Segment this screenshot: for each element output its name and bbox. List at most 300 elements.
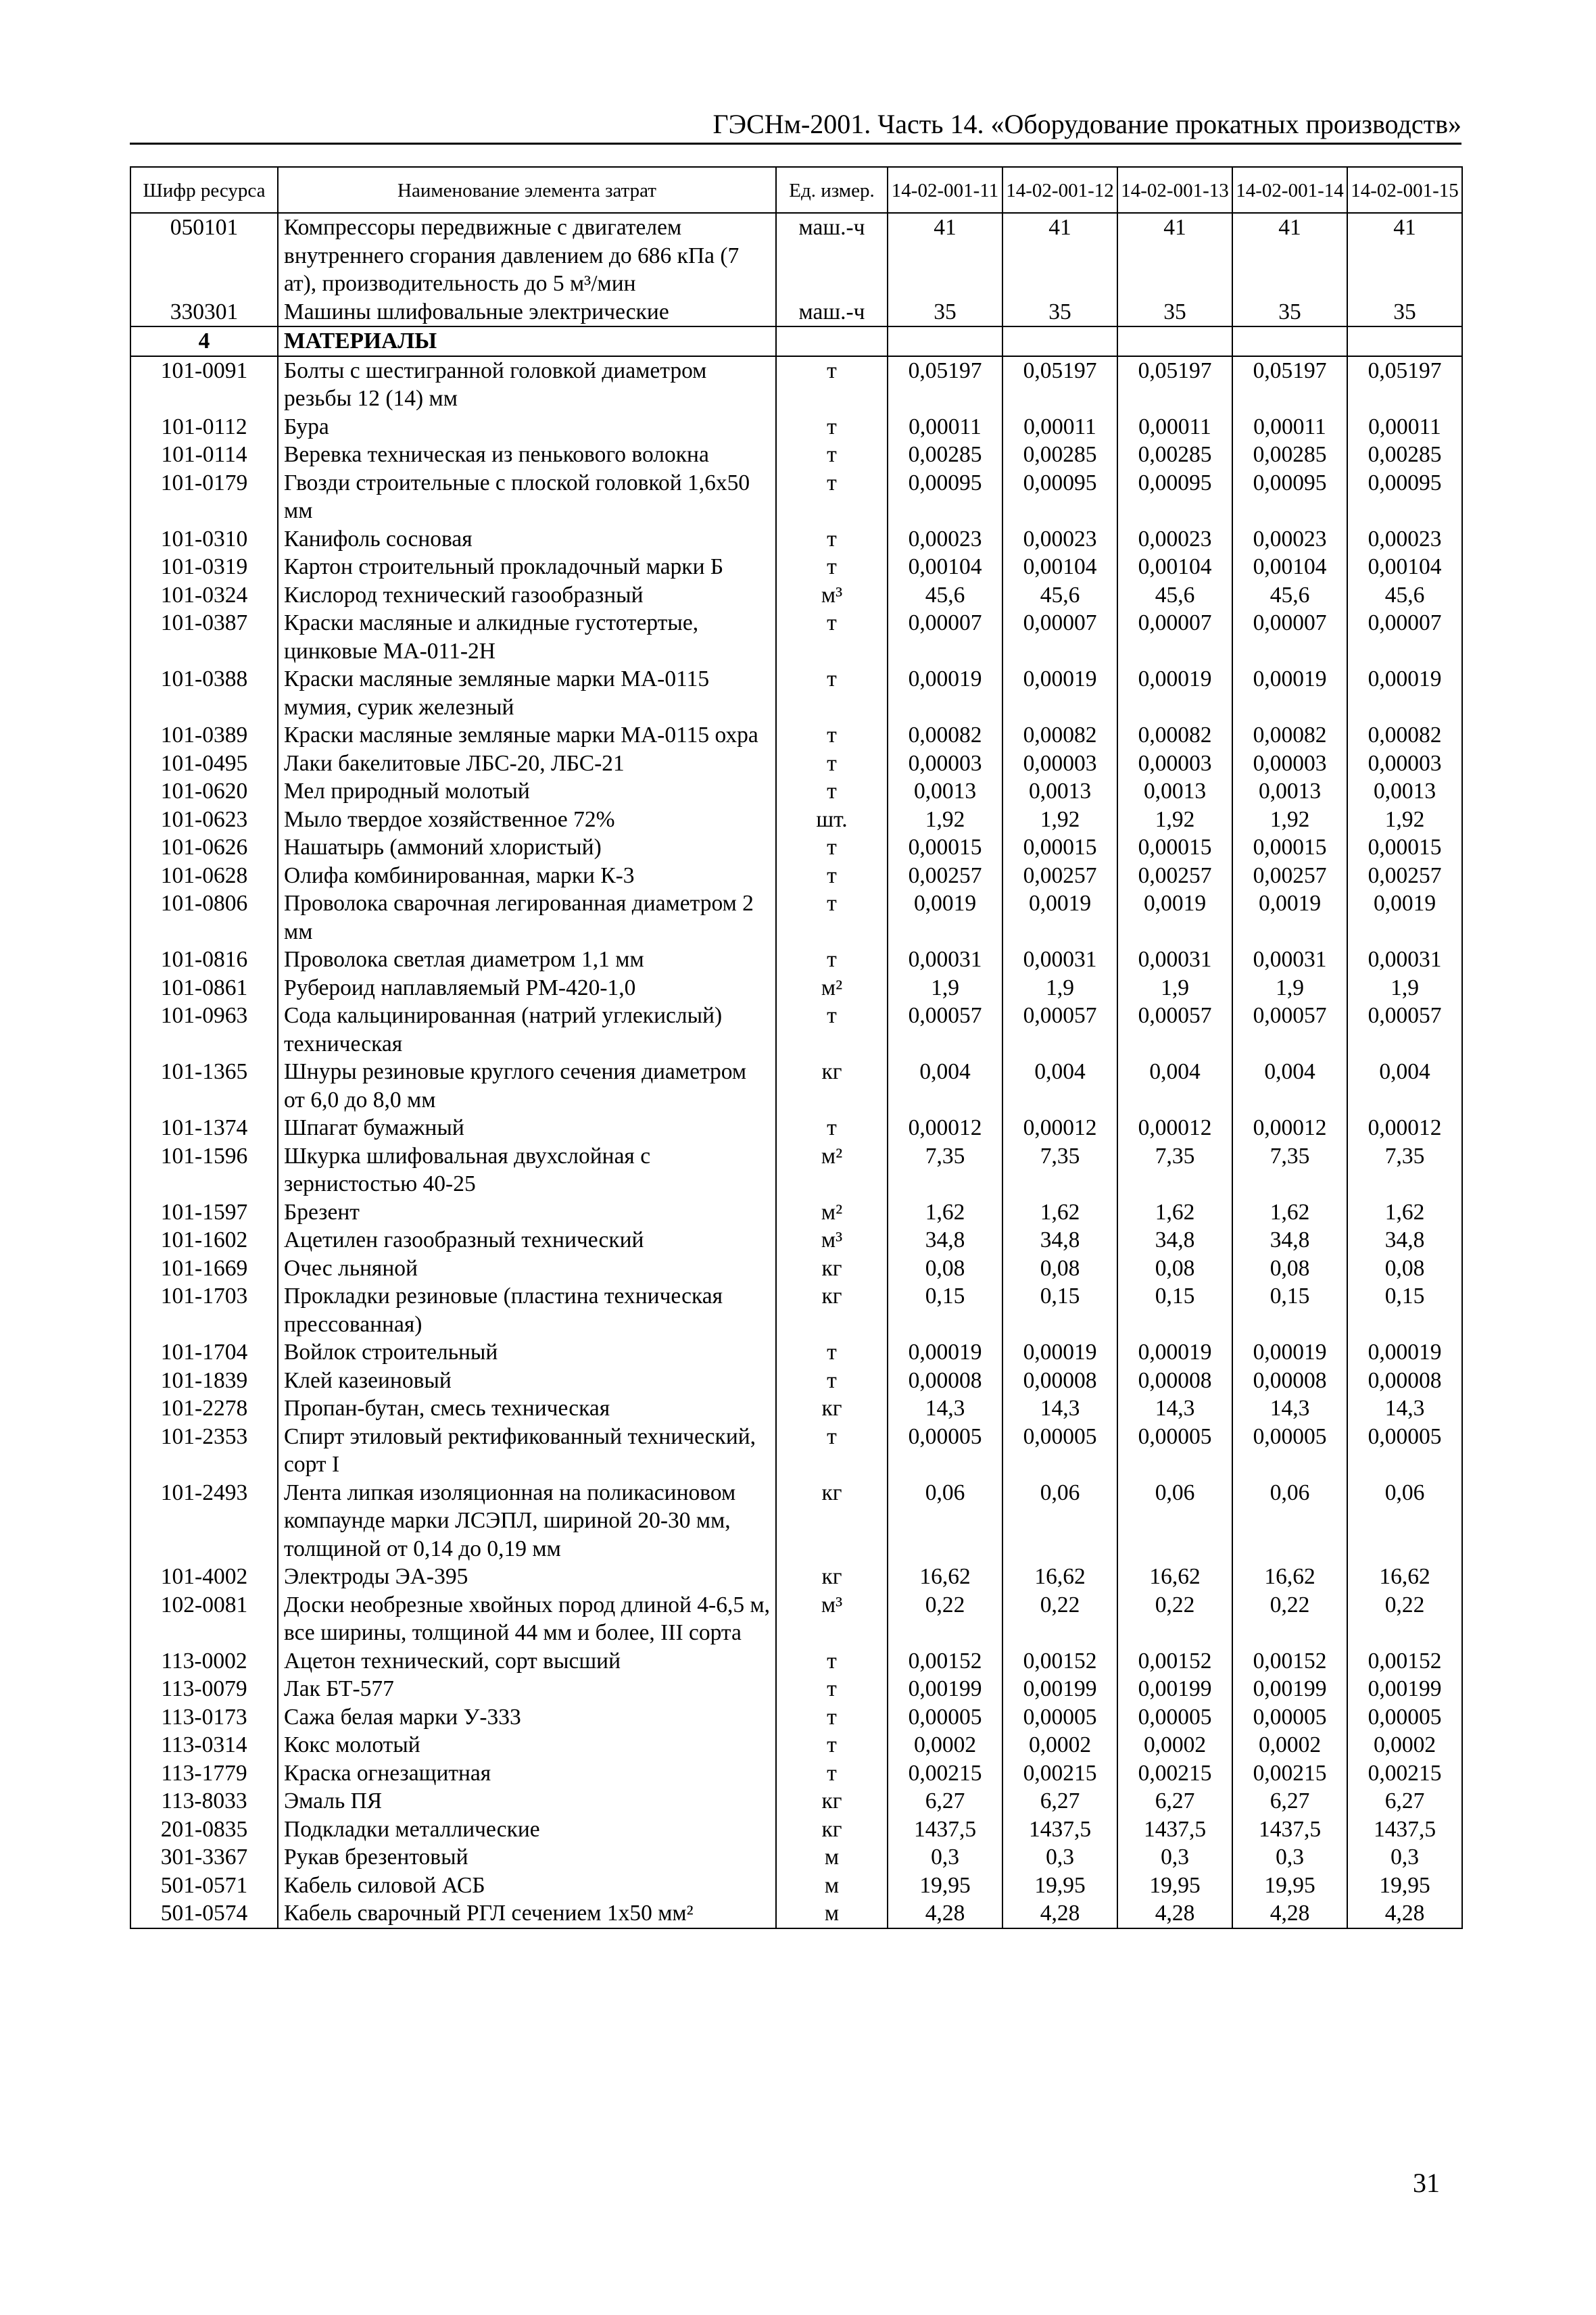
- table-row: [130, 1843, 1462, 1872]
- value-cell: 1,92: [1117, 806, 1232, 834]
- table-row: [130, 553, 1462, 581]
- resource-code: 050101: [130, 213, 278, 298]
- value-cell: 16,62: [1347, 1563, 1462, 1591]
- resource-name: Ацетилен газообразный технический: [278, 1226, 776, 1254]
- value-cell: 0,06: [888, 1479, 1002, 1563]
- resource-code: 113-0002: [130, 1647, 278, 1676]
- value-cell: 0,00199: [1232, 1675, 1347, 1703]
- resource-name: Шнуры резиновые круглого сечения диаметром от 6,0 до 8,0 мм: [278, 1058, 776, 1114]
- value-cell: 0,00005: [1117, 1423, 1232, 1479]
- resource-code: 101-1374: [130, 1114, 278, 1142]
- value-cell: 0,3: [1002, 1843, 1117, 1872]
- resource-code: 101-0389: [130, 721, 278, 750]
- unit-cell: т: [776, 1675, 888, 1703]
- table-row: [130, 441, 1462, 469]
- value-cell: 45,6: [1117, 581, 1232, 610]
- resource-name: Пропан-бутан, смесь техническая: [278, 1394, 776, 1423]
- resource-name: Эмаль ПЯ: [278, 1787, 776, 1816]
- value-cell: 0,00031: [1002, 946, 1117, 974]
- table-row: [130, 1899, 1462, 1928]
- value-cell: 0,00095: [888, 469, 1002, 525]
- resource-name: Спирт этиловый ректификованный технический, сорт I: [278, 1423, 776, 1479]
- resource-code: 101-0310: [130, 525, 278, 554]
- value-cell: 41: [1002, 213, 1117, 298]
- value-cell: 14,3: [1347, 1394, 1462, 1423]
- unit-cell: т: [776, 890, 888, 946]
- resource-code: 101-0620: [130, 777, 278, 806]
- unit-cell: т: [776, 1731, 888, 1759]
- value-cell: 0,00008: [1232, 1367, 1347, 1395]
- value-cell: 0,00285: [1117, 441, 1232, 469]
- value-cell: 0,06: [1232, 1479, 1347, 1563]
- value-cell: 0,00005: [1347, 1423, 1462, 1479]
- resource-name: Краски масляные и алкидные густотертые, цинковые МА-011-2Н: [278, 609, 776, 665]
- unit-cell: т: [776, 609, 888, 665]
- resource-code: 113-0314: [130, 1731, 278, 1759]
- value-cell: 0,00003: [1232, 750, 1347, 778]
- value-cell: 19,95: [1347, 1872, 1462, 1900]
- table-row: [130, 213, 1462, 298]
- value-cell: 0,004: [1232, 1058, 1347, 1114]
- table-row: [130, 1254, 1462, 1283]
- resource-code: 101-0091: [130, 356, 278, 413]
- value-cell: 0,00012: [1002, 1114, 1117, 1142]
- resource-code: 101-2278: [130, 1394, 278, 1423]
- resource-name: Ацетон технический, сорт высший: [278, 1647, 776, 1676]
- resource-code: 101-2353: [130, 1423, 278, 1479]
- value-cell: 0,00007: [1117, 609, 1232, 665]
- value-cell: 0,00285: [1002, 441, 1117, 469]
- value-cell: 0,00082: [1232, 721, 1347, 750]
- table-row: [130, 1226, 1462, 1254]
- resource-code: 101-1839: [130, 1367, 278, 1395]
- resource-code: 101-1704: [130, 1338, 278, 1367]
- value-cell: 0,00199: [1117, 1675, 1232, 1703]
- value-cell: 0,00095: [1002, 469, 1117, 525]
- value-cell: 0,00031: [1232, 946, 1347, 974]
- value-cell: 0,00152: [888, 1647, 1002, 1676]
- value-cell: 0,00023: [1347, 525, 1462, 554]
- unit-cell: т: [776, 946, 888, 974]
- value-cell: 0,3: [1347, 1843, 1462, 1872]
- value-cell: 0,00152: [1232, 1647, 1347, 1676]
- value-cell: 41: [888, 213, 1002, 298]
- value-cell: [888, 326, 1002, 356]
- resource-code: 113-0079: [130, 1675, 278, 1703]
- value-cell: 0,00003: [888, 750, 1002, 778]
- running-header: ГЭСНм-2001. Часть 14. «Оборудование прокатных производств»: [712, 109, 1461, 139]
- resource-name: Олифа комбинированная, марки К-3: [278, 862, 776, 890]
- value-cell: [1117, 326, 1232, 356]
- resource-name: Рукав брезентовый: [278, 1843, 776, 1872]
- value-cell: 0,00257: [1347, 862, 1462, 890]
- unit-cell: м²: [776, 1142, 888, 1198]
- value-cell: 1,92: [1002, 806, 1117, 834]
- table-row: [130, 946, 1462, 974]
- col-header-unit: Ед. измер.: [776, 167, 888, 213]
- value-cell: 0,00011: [1347, 413, 1462, 441]
- value-cell: 0,00011: [888, 413, 1002, 441]
- value-cell: 0,06: [1117, 1479, 1232, 1563]
- unit-cell: т: [776, 553, 888, 581]
- table-row: [130, 1367, 1462, 1395]
- resource-name: Лаки бакелитовые ЛБС-20, ЛБС-21: [278, 750, 776, 778]
- value-cell: 0,00019: [1117, 665, 1232, 721]
- resource-code: 201-0835: [130, 1816, 278, 1844]
- resource-code: 101-0387: [130, 609, 278, 665]
- value-cell: 0,0013: [1347, 777, 1462, 806]
- value-cell: 0,15: [1117, 1282, 1232, 1338]
- value-cell: 0,00015: [888, 833, 1002, 862]
- value-cell: 0,00008: [1117, 1367, 1232, 1395]
- unit-cell: т: [776, 1338, 888, 1367]
- table-row: [130, 721, 1462, 750]
- table-row: [130, 806, 1462, 834]
- unit-cell: т: [776, 1703, 888, 1732]
- value-cell: 14,3: [1002, 1394, 1117, 1423]
- resource-code: 101-0179: [130, 469, 278, 525]
- value-cell: 0,00015: [1232, 833, 1347, 862]
- value-cell: 0,05197: [1117, 356, 1232, 413]
- resource-name: Проволока светлая диаметром 1,1 мм: [278, 946, 776, 974]
- resource-name: Брезент: [278, 1198, 776, 1227]
- value-cell: 0,004: [1347, 1058, 1462, 1114]
- value-cell: 0,00011: [1002, 413, 1117, 441]
- value-cell: 45,6: [888, 581, 1002, 610]
- value-cell: 4,28: [1002, 1899, 1117, 1928]
- value-cell: 0,05197: [888, 356, 1002, 413]
- resource-code: 101-1597: [130, 1198, 278, 1227]
- table-row: [130, 833, 1462, 862]
- unit-cell: маш.-ч: [776, 213, 888, 298]
- resource-code: 113-0173: [130, 1703, 278, 1732]
- unit-cell: т: [776, 777, 888, 806]
- value-cell: 0,00285: [888, 441, 1002, 469]
- value-cell: 0,0002: [1347, 1731, 1462, 1759]
- value-cell: 6,27: [1232, 1787, 1347, 1816]
- value-cell: 1,9: [1002, 974, 1117, 1002]
- value-cell: 0,00012: [1232, 1114, 1347, 1142]
- page-number: 31: [1413, 2168, 1440, 2198]
- resource-code: 101-0388: [130, 665, 278, 721]
- table-body: [130, 213, 1462, 1928]
- resource-name: Клей казеиновый: [278, 1367, 776, 1395]
- value-cell: 0,00008: [1347, 1367, 1462, 1395]
- value-cell: 16,62: [1002, 1563, 1117, 1591]
- resource-code: 101-1669: [130, 1254, 278, 1283]
- value-cell: 0,00005: [888, 1423, 1002, 1479]
- resource-name: Краски масляные земляные марки МА-0115 мумия, сурик железный: [278, 665, 776, 721]
- value-cell: 0,22: [1002, 1591, 1117, 1647]
- value-cell: 16,62: [1232, 1563, 1347, 1591]
- resource-name: МАТЕРИАЛЫ: [278, 326, 776, 356]
- value-cell: 0,00257: [1117, 862, 1232, 890]
- value-cell: 0,004: [1117, 1058, 1232, 1114]
- unit-cell: кг: [776, 1563, 888, 1591]
- value-cell: 1,9: [1347, 974, 1462, 1002]
- resource-code: 113-1779: [130, 1759, 278, 1788]
- value-cell: 0,00215: [1347, 1759, 1462, 1788]
- table-row: [130, 525, 1462, 554]
- value-cell: 0,00012: [1117, 1114, 1232, 1142]
- resource-name: Нашатырь (аммоний хлористый): [278, 833, 776, 862]
- resource-table: [130, 166, 1463, 1929]
- value-cell: 0,00152: [1117, 1647, 1232, 1676]
- value-cell: 35: [1232, 298, 1347, 327]
- table-row: [130, 750, 1462, 778]
- value-cell: 0,0002: [1117, 1731, 1232, 1759]
- resource-name: Кабель силовой АСБ: [278, 1872, 776, 1900]
- resource-code: 102-0081: [130, 1591, 278, 1647]
- table-row: [130, 1816, 1462, 1844]
- resource-name: Мел природный молотый: [278, 777, 776, 806]
- value-cell: 0,00005: [1347, 1703, 1462, 1732]
- header-rule: [130, 143, 1461, 145]
- value-cell: 0,22: [1232, 1591, 1347, 1647]
- value-cell: 35: [1347, 298, 1462, 327]
- resource-name: Сажа белая марки У-333: [278, 1703, 776, 1732]
- value-cell: 4,28: [1117, 1899, 1232, 1928]
- value-cell: [1002, 326, 1117, 356]
- value-cell: 0,00015: [1002, 833, 1117, 862]
- value-cell: 0,00257: [1232, 862, 1347, 890]
- table-row: [130, 1423, 1462, 1479]
- table-row: [130, 1787, 1462, 1816]
- value-cell: 0,00023: [1117, 525, 1232, 554]
- value-cell: 0,0013: [1232, 777, 1347, 806]
- value-cell: 0,00015: [1117, 833, 1232, 862]
- unit-cell: т: [776, 750, 888, 778]
- resource-code: 330301: [130, 298, 278, 327]
- value-cell: 34,8: [1117, 1226, 1232, 1254]
- value-cell: 1437,5: [1002, 1816, 1117, 1844]
- value-cell: 35: [888, 298, 1002, 327]
- unit-cell: кг: [776, 1787, 888, 1816]
- resource-name: Прокладки резиновые (пластина техническая прессованная): [278, 1282, 776, 1338]
- value-cell: 0,06: [1347, 1479, 1462, 1563]
- unit-cell: т: [776, 1759, 888, 1788]
- value-cell: 41: [1117, 213, 1232, 298]
- value-cell: 0,3: [1117, 1843, 1232, 1872]
- value-cell: 1437,5: [1347, 1816, 1462, 1844]
- value-cell: 1,9: [888, 974, 1002, 1002]
- unit-cell: т: [776, 1647, 888, 1676]
- value-cell: 0,0019: [1347, 890, 1462, 946]
- value-cell: 1,9: [1232, 974, 1347, 1002]
- resource-code: 101-4002: [130, 1563, 278, 1591]
- resource-name: Кокс молотый: [278, 1731, 776, 1759]
- table-row: [130, 1282, 1462, 1338]
- table-row: [130, 1703, 1462, 1732]
- resource-name: Кислород технический газообразный: [278, 581, 776, 610]
- value-cell: 0,00019: [888, 1338, 1002, 1367]
- resource-code: 101-1703: [130, 1282, 278, 1338]
- resource-name: Рубероид наплавляемый РМ-420-1,0: [278, 974, 776, 1002]
- value-cell: 0,0019: [1232, 890, 1347, 946]
- value-cell: 0,00057: [1232, 1002, 1347, 1058]
- resource-code: 101-0112: [130, 413, 278, 441]
- value-cell: 0,00095: [1117, 469, 1232, 525]
- table-row: [130, 1759, 1462, 1788]
- value-cell: 0,00019: [1002, 665, 1117, 721]
- value-cell: 0,00019: [1117, 1338, 1232, 1367]
- value-cell: 45,6: [1232, 581, 1347, 610]
- value-cell: 0,22: [1117, 1591, 1232, 1647]
- resource-code: 101-0324: [130, 581, 278, 610]
- resource-code: 301-3367: [130, 1843, 278, 1872]
- resource-code: 101-0114: [130, 441, 278, 469]
- resource-name: Компрессоры передвижные с двигателем внутреннего сгорания давлением до 686 кПа (7 ат), производительность до 5 м³/мин: [278, 213, 776, 298]
- value-cell: 0,00104: [1002, 553, 1117, 581]
- table-row: [130, 1394, 1462, 1423]
- value-cell: 0,00011: [1117, 413, 1232, 441]
- value-cell: 4,28: [1232, 1899, 1347, 1928]
- resource-name: Машины шлифовальные электрические: [278, 298, 776, 327]
- value-cell: 0,00005: [1232, 1703, 1347, 1732]
- value-cell: 19,95: [888, 1872, 1002, 1900]
- resource-name: Подкладки металлические: [278, 1816, 776, 1844]
- value-cell: 0,00082: [1002, 721, 1117, 750]
- value-cell: 0,00215: [1232, 1759, 1347, 1788]
- value-cell: 0,00104: [1117, 553, 1232, 581]
- value-cell: 0,00007: [1232, 609, 1347, 665]
- unit-cell: м: [776, 1899, 888, 1928]
- unit-cell: т: [776, 525, 888, 554]
- resource-code: 4: [130, 326, 278, 356]
- value-cell: 0,00003: [1002, 750, 1117, 778]
- table-row: [130, 1338, 1462, 1367]
- value-cell: 0,00082: [888, 721, 1002, 750]
- value-cell: 0,00019: [1347, 1338, 1462, 1367]
- resource-code: 101-1596: [130, 1142, 278, 1198]
- value-cell: 0,00215: [888, 1759, 1002, 1788]
- value-cell: 1,62: [1002, 1198, 1117, 1227]
- table-row: [130, 890, 1462, 946]
- table-row: [130, 1002, 1462, 1058]
- value-cell: 0,00257: [888, 862, 1002, 890]
- value-cell: 0,00019: [1232, 1338, 1347, 1367]
- unit-cell: маш.-ч: [776, 298, 888, 327]
- table-row: [130, 1675, 1462, 1703]
- value-cell: 14,3: [1117, 1394, 1232, 1423]
- value-cell: 6,27: [1117, 1787, 1232, 1816]
- value-cell: 0,00015: [1347, 833, 1462, 862]
- value-cell: 7,35: [1002, 1142, 1117, 1198]
- table-row: [130, 1872, 1462, 1900]
- resource-code: 113-8033: [130, 1787, 278, 1816]
- unit-cell: т: [776, 441, 888, 469]
- value-cell: 0,00104: [1347, 553, 1462, 581]
- value-cell: 0,00104: [888, 553, 1002, 581]
- resource-name: Войлок строительный: [278, 1338, 776, 1367]
- value-cell: 1437,5: [888, 1816, 1002, 1844]
- unit-cell: м: [776, 1843, 888, 1872]
- value-cell: 45,6: [1002, 581, 1117, 610]
- value-cell: 0,00019: [1232, 665, 1347, 721]
- value-cell: 0,15: [888, 1282, 1002, 1338]
- col-header-code: Шифр ресурса: [130, 167, 278, 213]
- value-cell: 0,00019: [888, 665, 1002, 721]
- value-cell: 4,28: [1347, 1899, 1462, 1928]
- resource-name: Шпагат бумажный: [278, 1114, 776, 1142]
- value-cell: 0,00095: [1347, 469, 1462, 525]
- value-cell: 0,00215: [1117, 1759, 1232, 1788]
- value-cell: 1437,5: [1232, 1816, 1347, 1844]
- value-cell: 1,62: [1347, 1198, 1462, 1227]
- table-row: [130, 413, 1462, 441]
- table-row: [130, 1142, 1462, 1198]
- resource-name: Лак БТ-577: [278, 1675, 776, 1703]
- table-row: [130, 298, 1462, 327]
- table-row: [130, 356, 1462, 413]
- unit-cell: кг: [776, 1394, 888, 1423]
- value-cell: 0,00023: [1232, 525, 1347, 554]
- table-header-row: [130, 167, 1462, 213]
- value-cell: 0,15: [1002, 1282, 1117, 1338]
- value-cell: 1437,5: [1117, 1816, 1232, 1844]
- unit-cell: т: [776, 721, 888, 750]
- value-cell: [1232, 326, 1347, 356]
- resource-name: Картон строительный прокладочный марки Б: [278, 553, 776, 581]
- value-cell: 0,00031: [1347, 946, 1462, 974]
- value-cell: 35: [1117, 298, 1232, 327]
- value-cell: 0,00082: [1347, 721, 1462, 750]
- value-cell: 1,92: [1232, 806, 1347, 834]
- value-cell: 7,35: [1232, 1142, 1347, 1198]
- value-cell: 6,27: [1002, 1787, 1117, 1816]
- value-cell: 0,00285: [1232, 441, 1347, 469]
- value-cell: 19,95: [1117, 1872, 1232, 1900]
- value-cell: 0,00011: [1232, 413, 1347, 441]
- value-cell: 0,00005: [1117, 1703, 1232, 1732]
- resource-name: Сода кальцинированная (натрий углекислый) техническая: [278, 1002, 776, 1058]
- value-cell: 0,0019: [888, 890, 1002, 946]
- value-cell: 1,92: [888, 806, 1002, 834]
- value-cell: 4,28: [888, 1899, 1002, 1928]
- col-header-14-02-001-11: 14-02-001-11: [888, 167, 1002, 213]
- value-cell: 0,004: [1002, 1058, 1117, 1114]
- table-row: [130, 974, 1462, 1002]
- value-cell: 0,00031: [888, 946, 1002, 974]
- unit-cell: кг: [776, 1479, 888, 1563]
- value-cell: 0,0002: [888, 1731, 1002, 1759]
- resource-code: 101-0626: [130, 833, 278, 862]
- value-cell: 14,3: [888, 1394, 1002, 1423]
- value-cell: 0,0019: [1002, 890, 1117, 946]
- value-cell: 0,00199: [888, 1675, 1002, 1703]
- value-cell: 7,35: [1117, 1142, 1232, 1198]
- table-row: [130, 862, 1462, 890]
- value-cell: 0,00005: [1002, 1703, 1117, 1732]
- value-cell: 0,00057: [888, 1002, 1002, 1058]
- value-cell: 0,3: [1232, 1843, 1347, 1872]
- value-cell: 0,08: [1232, 1254, 1347, 1283]
- resource-code: 101-0495: [130, 750, 278, 778]
- unit-cell: т: [776, 1114, 888, 1142]
- value-cell: 0,00152: [1347, 1647, 1462, 1676]
- resource-name: Лента липкая изоляционная на поликасиновом компаунде марки ЛСЭПЛ, шириной 20-30 мм, толщиной от 0,14 до 0,19 мм: [278, 1479, 776, 1563]
- value-cell: 0,15: [1347, 1282, 1462, 1338]
- value-cell: 0,08: [1117, 1254, 1232, 1283]
- value-cell: 0,00104: [1232, 553, 1347, 581]
- value-cell: 0,00019: [1002, 1338, 1117, 1367]
- value-cell: 0,00031: [1117, 946, 1232, 974]
- resource-code: 101-0861: [130, 974, 278, 1002]
- value-cell: 0,00082: [1117, 721, 1232, 750]
- value-cell: 41: [1232, 213, 1347, 298]
- value-cell: 34,8: [888, 1226, 1002, 1254]
- value-cell: 19,95: [1232, 1872, 1347, 1900]
